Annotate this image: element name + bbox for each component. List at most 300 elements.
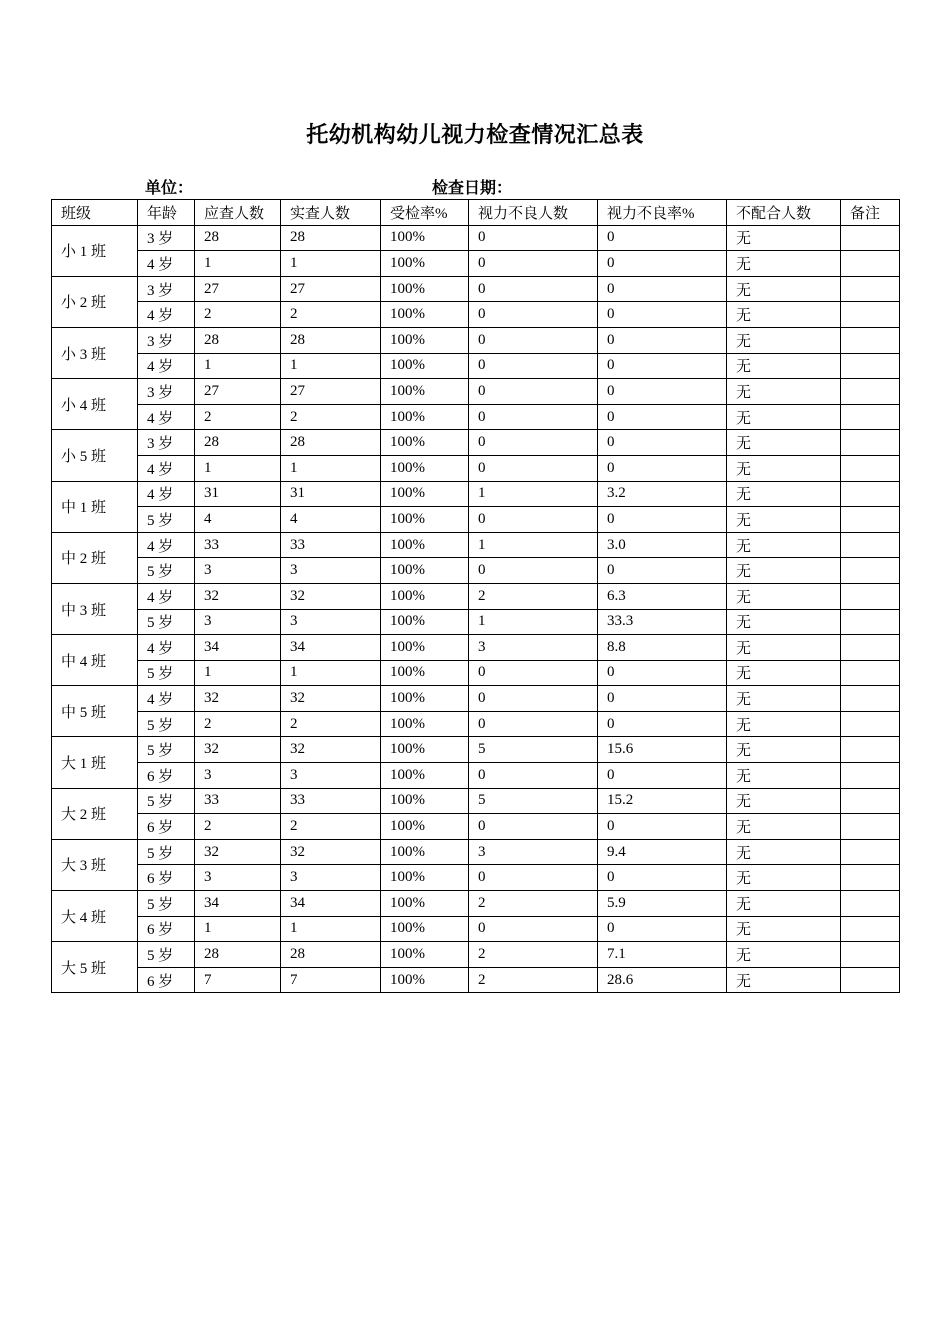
- poor-vision-rate-cell: 0: [598, 251, 727, 277]
- remarks-cell: [841, 532, 900, 558]
- class-name-cell: 小 2 班: [52, 276, 138, 327]
- poor-vision-count-cell: 1: [469, 481, 598, 507]
- age-cell: 3 岁: [138, 276, 195, 302]
- remarks-cell: [841, 686, 900, 712]
- check-rate-cell: 100%: [381, 225, 469, 251]
- poor-vision-rate-cell: 0: [598, 353, 727, 379]
- poor-vision-count-cell: 0: [469, 558, 598, 584]
- poor-vision-count-cell: 1: [469, 609, 598, 635]
- uncooperative-count-cell: 无: [727, 635, 841, 661]
- expected-count-cell: 33: [195, 788, 281, 814]
- poor-vision-rate-cell: 3.0: [598, 532, 727, 558]
- poor-vision-rate-cell: 0: [598, 814, 727, 840]
- uncooperative-count-cell: 无: [727, 507, 841, 533]
- expected-count-cell: 3: [195, 558, 281, 584]
- table-row: [52, 788, 900, 814]
- uncooperative-count-cell: 无: [727, 711, 841, 737]
- class-name-cell: 大 1 班: [52, 737, 138, 788]
- expected-count-cell: 28: [195, 327, 281, 353]
- age-cell: 4 岁: [138, 404, 195, 430]
- table-row: [52, 276, 900, 302]
- poor-vision-count-cell: 2: [469, 967, 598, 993]
- table-row: [52, 916, 900, 942]
- age-cell: 4 岁: [138, 302, 195, 328]
- table-row: [52, 814, 900, 840]
- check-rate-cell: 100%: [381, 481, 469, 507]
- checked-count-cell: 28: [281, 942, 381, 968]
- checked-count-cell: 1: [281, 916, 381, 942]
- checked-count-cell: 7: [281, 967, 381, 993]
- header-poor-rate: 视力不良率%: [598, 200, 727, 226]
- remarks-cell: [841, 660, 900, 686]
- table-row: [52, 711, 900, 737]
- poor-vision-count-cell: 0: [469, 865, 598, 891]
- table-row: [52, 865, 900, 891]
- check-rate-cell: 100%: [381, 737, 469, 763]
- remarks-cell: [841, 276, 900, 302]
- remarks-cell: [841, 430, 900, 456]
- poor-vision-count-cell: 2: [469, 942, 598, 968]
- poor-vision-rate-cell: 33.3: [598, 609, 727, 635]
- age-cell: 6 岁: [138, 865, 195, 891]
- poor-vision-rate-cell: 8.8: [598, 635, 727, 661]
- class-name-cell: 中 1 班: [52, 481, 138, 532]
- remarks-cell: [841, 788, 900, 814]
- uncooperative-count-cell: 无: [727, 225, 841, 251]
- expected-count-cell: 28: [195, 225, 281, 251]
- uncooperative-count-cell: 无: [727, 276, 841, 302]
- class-name-cell: 大 5 班: [52, 942, 138, 993]
- table-row: [52, 327, 900, 353]
- age-cell: 5 岁: [138, 737, 195, 763]
- checked-count-cell: 32: [281, 839, 381, 865]
- poor-vision-rate-cell: 0: [598, 711, 727, 737]
- check-rate-cell: 100%: [381, 276, 469, 302]
- poor-vision-rate-cell: 0: [598, 455, 727, 481]
- remarks-cell: [841, 891, 900, 917]
- class-name-cell: 大 2 班: [52, 788, 138, 839]
- check-rate-cell: 100%: [381, 430, 469, 456]
- poor-vision-rate-cell: 0: [598, 916, 727, 942]
- poor-vision-count-cell: 0: [469, 763, 598, 789]
- poor-vision-count-cell: 0: [469, 507, 598, 533]
- poor-vision-rate-cell: 0: [598, 225, 727, 251]
- age-cell: 5 岁: [138, 507, 195, 533]
- class-name-cell: 中 4 班: [52, 635, 138, 686]
- expected-count-cell: 32: [195, 839, 281, 865]
- checked-count-cell: 34: [281, 635, 381, 661]
- check-rate-cell: 100%: [381, 916, 469, 942]
- check-rate-cell: 100%: [381, 711, 469, 737]
- table-row: [52, 891, 900, 917]
- poor-vision-count-cell: 2: [469, 891, 598, 917]
- poor-vision-count-cell: 3: [469, 839, 598, 865]
- poor-vision-count-cell: 0: [469, 660, 598, 686]
- remarks-cell: [841, 609, 900, 635]
- table-row: [52, 251, 900, 277]
- age-cell: 5 岁: [138, 891, 195, 917]
- table-row: [52, 967, 900, 993]
- remarks-cell: [841, 737, 900, 763]
- check-rate-cell: 100%: [381, 353, 469, 379]
- check-rate-cell: 100%: [381, 686, 469, 712]
- table-row: [52, 404, 900, 430]
- remarks-cell: [841, 583, 900, 609]
- uncooperative-count-cell: 无: [727, 532, 841, 558]
- poor-vision-count-cell: 5: [469, 788, 598, 814]
- poor-vision-rate-cell: 7.1: [598, 942, 727, 968]
- check-rate-cell: 100%: [381, 865, 469, 891]
- remarks-cell: [841, 404, 900, 430]
- poor-vision-count-cell: 0: [469, 711, 598, 737]
- uncooperative-count-cell: 无: [727, 609, 841, 635]
- remarks-cell: [841, 327, 900, 353]
- poor-vision-count-cell: 0: [469, 379, 598, 405]
- age-cell: 4 岁: [138, 686, 195, 712]
- uncooperative-count-cell: 无: [727, 583, 841, 609]
- uncooperative-count-cell: 无: [727, 814, 841, 840]
- checked-count-cell: 28: [281, 327, 381, 353]
- poor-vision-rate-cell: 0: [598, 763, 727, 789]
- table-row: [52, 430, 900, 456]
- check-rate-cell: 100%: [381, 455, 469, 481]
- poor-vision-rate-cell: 0: [598, 686, 727, 712]
- header-poor-count: 视力不良人数: [469, 200, 598, 226]
- checked-count-cell: 28: [281, 430, 381, 456]
- expected-count-cell: 33: [195, 532, 281, 558]
- expected-count-cell: 3: [195, 609, 281, 635]
- age-cell: 5 岁: [138, 839, 195, 865]
- expected-count-cell: 2: [195, 302, 281, 328]
- poor-vision-count-cell: 0: [469, 455, 598, 481]
- table-row: [52, 763, 900, 789]
- poor-vision-rate-cell: 0: [598, 558, 727, 584]
- uncooperative-count-cell: 无: [727, 302, 841, 328]
- age-cell: 3 岁: [138, 327, 195, 353]
- expected-count-cell: 4: [195, 507, 281, 533]
- table-row: [52, 302, 900, 328]
- header-expected: 应查人数: [195, 200, 281, 226]
- uncooperative-count-cell: 无: [727, 763, 841, 789]
- expected-count-cell: 1: [195, 916, 281, 942]
- poor-vision-rate-cell: 5.9: [598, 891, 727, 917]
- check-rate-cell: 100%: [381, 558, 469, 584]
- uncooperative-count-cell: 无: [727, 660, 841, 686]
- check-rate-cell: 100%: [381, 404, 469, 430]
- expected-count-cell: 31: [195, 481, 281, 507]
- table-row: [52, 225, 900, 251]
- uncooperative-count-cell: 无: [727, 942, 841, 968]
- checked-count-cell: 33: [281, 788, 381, 814]
- poor-vision-rate-cell: 15.2: [598, 788, 727, 814]
- table-header-row: [52, 200, 900, 226]
- table-row: [52, 609, 900, 635]
- table-row: [52, 839, 900, 865]
- checked-count-cell: 34: [281, 891, 381, 917]
- age-cell: 5 岁: [138, 788, 195, 814]
- remarks-cell: [841, 353, 900, 379]
- poor-vision-rate-cell: 0: [598, 276, 727, 302]
- check-rate-cell: 100%: [381, 763, 469, 789]
- poor-vision-count-cell: 0: [469, 814, 598, 840]
- unit-label: 单位：: [145, 178, 194, 197]
- checked-count-cell: 2: [281, 711, 381, 737]
- table-row: [52, 455, 900, 481]
- table-row: [52, 558, 900, 584]
- remarks-cell: [841, 916, 900, 942]
- remarks-cell: [841, 455, 900, 481]
- expected-count-cell: 28: [195, 430, 281, 456]
- poor-vision-count-cell: 2: [469, 583, 598, 609]
- table-row: [52, 379, 900, 405]
- class-name-cell: 中 3 班: [52, 583, 138, 634]
- poor-vision-rate-cell: 3.2: [598, 481, 727, 507]
- uncooperative-count-cell: 无: [727, 327, 841, 353]
- check-rate-cell: 100%: [381, 251, 469, 277]
- poor-vision-rate-cell: 9.4: [598, 839, 727, 865]
- expected-count-cell: 2: [195, 711, 281, 737]
- checked-count-cell: 3: [281, 609, 381, 635]
- table-row: [52, 583, 900, 609]
- check-rate-cell: 100%: [381, 532, 469, 558]
- age-cell: 5 岁: [138, 609, 195, 635]
- age-cell: 6 岁: [138, 763, 195, 789]
- class-name-cell: 小 3 班: [52, 327, 138, 378]
- expected-count-cell: 1: [195, 251, 281, 277]
- table-row: [52, 660, 900, 686]
- age-cell: 4 岁: [138, 532, 195, 558]
- uncooperative-count-cell: 无: [727, 891, 841, 917]
- remarks-cell: [841, 225, 900, 251]
- poor-vision-rate-cell: 0: [598, 302, 727, 328]
- vision-summary-table: [51, 199, 900, 993]
- uncooperative-count-cell: 无: [727, 455, 841, 481]
- table-row: [52, 737, 900, 763]
- expected-count-cell: 27: [195, 379, 281, 405]
- table-row: [52, 532, 900, 558]
- poor-vision-count-cell: 1: [469, 532, 598, 558]
- checked-count-cell: 4: [281, 507, 381, 533]
- checked-count-cell: 2: [281, 404, 381, 430]
- expected-count-cell: 7: [195, 967, 281, 993]
- uncooperative-count-cell: 无: [727, 788, 841, 814]
- poor-vision-count-cell: 3: [469, 635, 598, 661]
- expected-count-cell: 1: [195, 353, 281, 379]
- checked-count-cell: 1: [281, 251, 381, 277]
- remarks-cell: [841, 865, 900, 891]
- header-remarks: 备注: [841, 200, 900, 226]
- table-row: [52, 686, 900, 712]
- check-rate-cell: 100%: [381, 302, 469, 328]
- check-rate-cell: 100%: [381, 788, 469, 814]
- poor-vision-count-cell: 0: [469, 404, 598, 430]
- expected-count-cell: 32: [195, 686, 281, 712]
- header-checked: 实查人数: [281, 200, 381, 226]
- age-cell: 5 岁: [138, 711, 195, 737]
- remarks-cell: [841, 507, 900, 533]
- age-cell: 5 岁: [138, 660, 195, 686]
- checked-count-cell: 1: [281, 455, 381, 481]
- header-age: 年龄: [138, 200, 195, 226]
- check-rate-cell: 100%: [381, 660, 469, 686]
- check-rate-cell: 100%: [381, 967, 469, 993]
- age-cell: 5 岁: [138, 942, 195, 968]
- header-class: 班级: [52, 200, 138, 226]
- uncooperative-count-cell: 无: [727, 353, 841, 379]
- checked-count-cell: 27: [281, 379, 381, 405]
- checked-count-cell: 27: [281, 276, 381, 302]
- poor-vision-rate-cell: 0: [598, 865, 727, 891]
- poor-vision-rate-cell: 0: [598, 430, 727, 456]
- checked-count-cell: 28: [281, 225, 381, 251]
- checked-count-cell: 3: [281, 763, 381, 789]
- uncooperative-count-cell: 无: [727, 404, 841, 430]
- poor-vision-rate-cell: 6.3: [598, 583, 727, 609]
- expected-count-cell: 28: [195, 942, 281, 968]
- check-rate-cell: 100%: [381, 942, 469, 968]
- age-cell: 3 岁: [138, 430, 195, 456]
- checked-count-cell: 33: [281, 532, 381, 558]
- uncooperative-count-cell: 无: [727, 839, 841, 865]
- age-cell: 6 岁: [138, 967, 195, 993]
- table-row: [52, 942, 900, 968]
- check-rate-cell: 100%: [381, 609, 469, 635]
- poor-vision-count-cell: 0: [469, 916, 598, 942]
- poor-vision-count-cell: 5: [469, 737, 598, 763]
- page-title: 托幼机构幼儿视力检查情况汇总表: [306, 122, 644, 148]
- uncooperative-count-cell: 无: [727, 379, 841, 405]
- expected-count-cell: 2: [195, 814, 281, 840]
- remarks-cell: [841, 763, 900, 789]
- remarks-cell: [841, 251, 900, 277]
- table-row: [52, 507, 900, 533]
- remarks-cell: [841, 942, 900, 968]
- class-name-cell: 大 3 班: [52, 839, 138, 890]
- remarks-cell: [841, 635, 900, 661]
- table-body: [52, 225, 900, 993]
- poor-vision-count-cell: 0: [469, 251, 598, 277]
- check-rate-cell: 100%: [381, 507, 469, 533]
- age-cell: 4 岁: [138, 251, 195, 277]
- check-rate-cell: 100%: [381, 839, 469, 865]
- expected-count-cell: 32: [195, 737, 281, 763]
- age-cell: 4 岁: [138, 455, 195, 481]
- remarks-cell: [841, 558, 900, 584]
- poor-vision-count-cell: 0: [469, 276, 598, 302]
- expected-count-cell: 32: [195, 583, 281, 609]
- expected-count-cell: 2: [195, 404, 281, 430]
- expected-count-cell: 1: [195, 660, 281, 686]
- poor-vision-rate-cell: 15.6: [598, 737, 727, 763]
- poor-vision-count-cell: 0: [469, 353, 598, 379]
- check-rate-cell: 100%: [381, 379, 469, 405]
- uncooperative-count-cell: 无: [727, 481, 841, 507]
- uncooperative-count-cell: 无: [727, 916, 841, 942]
- check-rate-cell: 100%: [381, 583, 469, 609]
- checked-count-cell: 3: [281, 558, 381, 584]
- checked-count-cell: 1: [281, 353, 381, 379]
- expected-count-cell: 1: [195, 455, 281, 481]
- check-rate-cell: 100%: [381, 891, 469, 917]
- table-row: [52, 353, 900, 379]
- class-name-cell: 小 5 班: [52, 430, 138, 481]
- expected-count-cell: 34: [195, 891, 281, 917]
- remarks-cell: [841, 302, 900, 328]
- checked-count-cell: 31: [281, 481, 381, 507]
- checked-count-cell: 2: [281, 814, 381, 840]
- header-uncooperative: 不配合人数: [727, 200, 841, 226]
- poor-vision-rate-cell: 0: [598, 379, 727, 405]
- remarks-cell: [841, 481, 900, 507]
- poor-vision-count-cell: 0: [469, 327, 598, 353]
- poor-vision-rate-cell: 0: [598, 507, 727, 533]
- uncooperative-count-cell: 无: [727, 430, 841, 456]
- poor-vision-count-cell: 0: [469, 225, 598, 251]
- checked-count-cell: 32: [281, 686, 381, 712]
- uncooperative-count-cell: 无: [727, 686, 841, 712]
- remarks-cell: [841, 967, 900, 993]
- check-rate-cell: 100%: [381, 635, 469, 661]
- age-cell: 6 岁: [138, 916, 195, 942]
- age-cell: 4 岁: [138, 583, 195, 609]
- age-cell: 4 岁: [138, 481, 195, 507]
- age-cell: 3 岁: [138, 225, 195, 251]
- expected-count-cell: 3: [195, 865, 281, 891]
- class-name-cell: 大 4 班: [52, 891, 138, 942]
- age-cell: 5 岁: [138, 558, 195, 584]
- class-name-cell: 中 2 班: [52, 532, 138, 583]
- expected-count-cell: 27: [195, 276, 281, 302]
- age-cell: 4 岁: [138, 353, 195, 379]
- header-rate: 受检率%: [381, 200, 469, 226]
- poor-vision-rate-cell: 0: [598, 660, 727, 686]
- poor-vision-count-cell: 0: [469, 686, 598, 712]
- poor-vision-rate-cell: 0: [598, 404, 727, 430]
- table-row: [52, 481, 900, 507]
- uncooperative-count-cell: 无: [727, 967, 841, 993]
- poor-vision-rate-cell: 0: [598, 327, 727, 353]
- poor-vision-count-cell: 0: [469, 302, 598, 328]
- checked-count-cell: 32: [281, 737, 381, 763]
- class-name-cell: 小 4 班: [52, 379, 138, 430]
- age-cell: 3 岁: [138, 379, 195, 405]
- check-rate-cell: 100%: [381, 327, 469, 353]
- poor-vision-count-cell: 0: [469, 430, 598, 456]
- class-name-cell: 中 5 班: [52, 686, 138, 737]
- expected-count-cell: 34: [195, 635, 281, 661]
- remarks-cell: [841, 711, 900, 737]
- uncooperative-count-cell: 无: [727, 865, 841, 891]
- poor-vision-rate-cell: 28.6: [598, 967, 727, 993]
- remarks-cell: [841, 839, 900, 865]
- table-row: [52, 635, 900, 661]
- uncooperative-count-cell: 无: [727, 251, 841, 277]
- check-rate-cell: 100%: [381, 814, 469, 840]
- age-cell: 4 岁: [138, 635, 195, 661]
- uncooperative-count-cell: 无: [727, 558, 841, 584]
- expected-count-cell: 3: [195, 763, 281, 789]
- check-date-label: 检查日期：: [432, 178, 513, 197]
- checked-count-cell: 2: [281, 302, 381, 328]
- remarks-cell: [841, 379, 900, 405]
- remarks-cell: [841, 814, 900, 840]
- checked-count-cell: 32: [281, 583, 381, 609]
- uncooperative-count-cell: 无: [727, 737, 841, 763]
- checked-count-cell: 3: [281, 865, 381, 891]
- checked-count-cell: 1: [281, 660, 381, 686]
- class-name-cell: 小 1 班: [52, 225, 138, 276]
- age-cell: 6 岁: [138, 814, 195, 840]
